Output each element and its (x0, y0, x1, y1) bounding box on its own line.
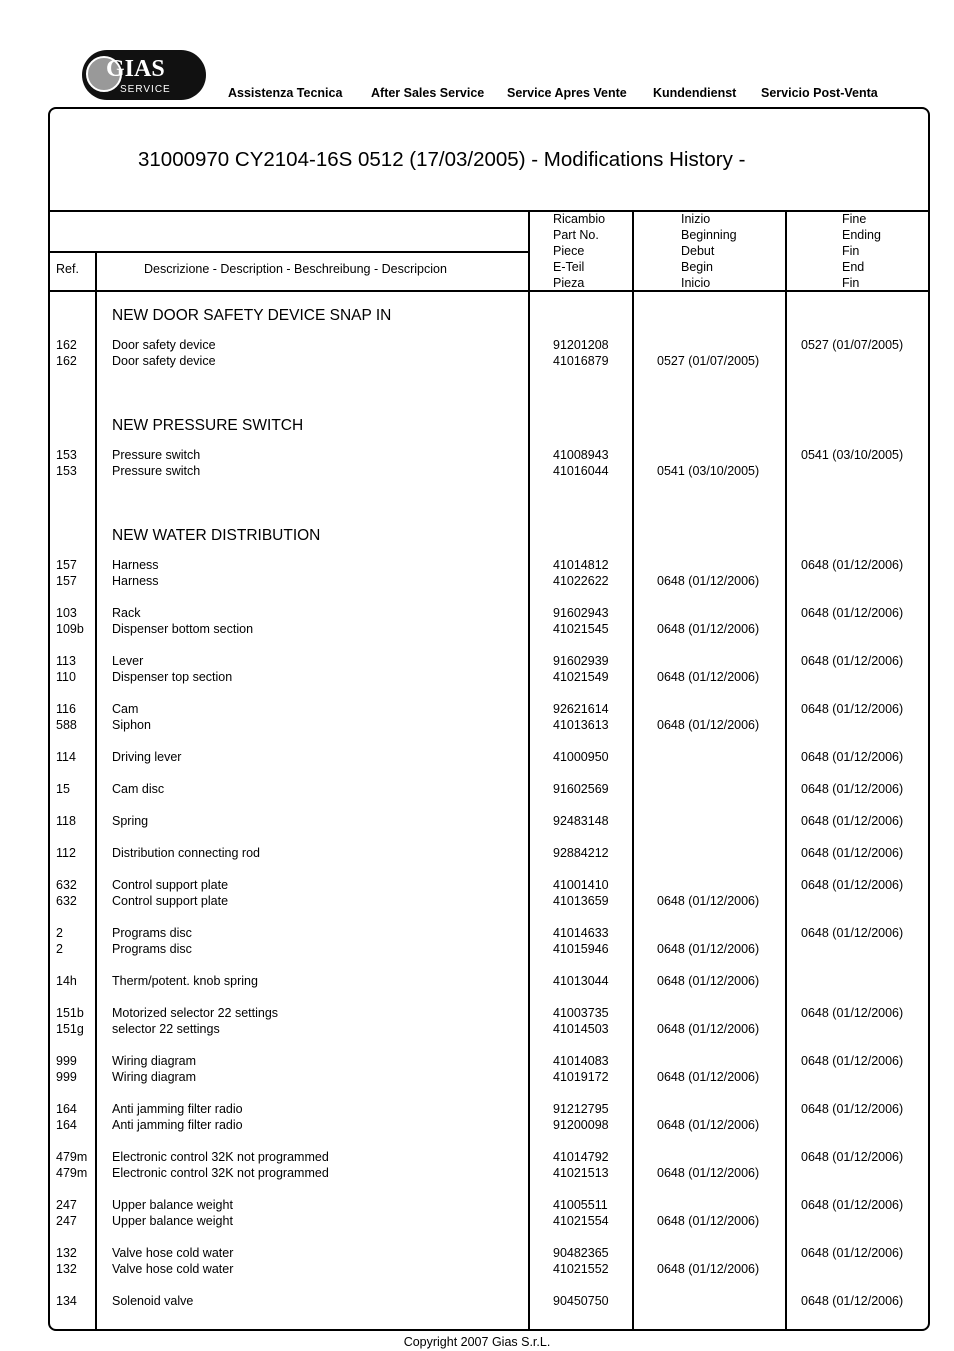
cell-ref: 247 (56, 1214, 77, 1228)
cell-end: 0648 (01/12/2006) (801, 814, 904, 828)
cell-begin: 0541 (03/10/2005) (657, 464, 760, 478)
cell-desc: Valve hose cold water (112, 1262, 234, 1276)
cell-desc: Wiring diagram (112, 1070, 197, 1084)
cell-desc: Valve hose cold water (112, 1246, 234, 1260)
cell-ref: 2 (56, 942, 63, 956)
cell-part: 92884212 (553, 846, 609, 860)
cell-part: 41014792 (553, 1150, 609, 1164)
cell-part: 41015946 (553, 942, 609, 956)
cell-part: 90482365 (553, 1246, 609, 1260)
cell-desc: Driving lever (112, 750, 182, 764)
cell-ref: 151g (56, 1022, 84, 1036)
cell-part: 91602939 (553, 654, 609, 668)
header-bottom-rule (48, 290, 930, 292)
cell-part: 41001410 (553, 878, 609, 892)
cell-part: 41014083 (553, 1054, 609, 1068)
cell-ref: 632 (56, 878, 77, 892)
cell-ref: 113 (56, 654, 76, 668)
desc-column-divider (528, 210, 530, 1330)
service-label-en: After Sales Service (371, 86, 485, 100)
cell-ref: 103 (56, 606, 77, 620)
cell-desc: Pressure switch (112, 448, 201, 462)
cell-desc: Pressure switch (112, 464, 201, 478)
cell-begin: 0648 (01/12/2006) (657, 670, 760, 684)
cell-part: 41016044 (553, 464, 609, 478)
cell-ref: 164 (56, 1102, 77, 1116)
cell-desc: Dispenser top section (112, 670, 233, 684)
cell-end: 0648 (01/12/2006) (801, 1198, 904, 1212)
logo-tag: SERVICE (120, 84, 171, 95)
cell-part: 90450750 (553, 1294, 609, 1308)
cell-begin: 0648 (01/12/2006) (657, 974, 760, 988)
cell-end: 0648 (01/12/2006) (801, 878, 904, 892)
cell-desc: Programs disc (112, 926, 192, 940)
cell-desc: Therm/potent. knob spring (112, 974, 258, 988)
header-mid-rule (48, 251, 530, 253)
cell-end: 0527 (01/07/2005) (801, 338, 904, 352)
cell-ref: 116 (56, 702, 76, 716)
cell-desc: Anti jamming filter radio (112, 1102, 243, 1116)
begin-column-divider (785, 210, 787, 1330)
cell-desc: Control support plate (112, 878, 229, 892)
service-label-it: Assistenza Tecnica (228, 86, 343, 100)
cell-part: 41014633 (553, 926, 609, 940)
cell-end: 0648 (01/12/2006) (801, 782, 904, 796)
cell-part: 41005511 (553, 1198, 608, 1212)
cell-ref: 110 (56, 670, 76, 684)
cell-ref: 151b (56, 1006, 84, 1020)
cell-ref: 118 (56, 814, 76, 828)
cell-ref: 2 (56, 926, 63, 940)
cell-part: 92621614 (553, 702, 609, 716)
header-top-rule (48, 210, 930, 212)
cell-end: 0648 (01/12/2006) (801, 926, 904, 940)
cell-desc: selector 22 settings (112, 1022, 220, 1036)
page-title: 31000970 CY2104-16S 0512 (17/03/2005) - Modifications History - (138, 148, 746, 171)
begin-header: Inizio Beginning Debut Begin Inicio (681, 212, 737, 290)
cell-desc: Door safety device (112, 354, 216, 368)
cell-desc: Motorized selector 22 settings (112, 1006, 279, 1020)
cell-desc: Distribution connecting rod (112, 846, 260, 860)
cell-desc: Electronic control 32K not programmed (112, 1166, 329, 1180)
part-header: Ricambio Part No. Piece E-Teil Pieza (553, 212, 606, 290)
cell-ref: 999 (56, 1054, 77, 1068)
cell-ref: 14h (56, 974, 77, 988)
cell-end: 0648 (01/12/2006) (801, 750, 904, 764)
cell-end: 0648 (01/12/2006) (801, 1294, 904, 1308)
cell-part: 41021552 (553, 1262, 609, 1276)
cell-ref: 479m (56, 1166, 88, 1180)
cell-desc: Solenoid valve (112, 1294, 194, 1308)
cell-part: 41003735 (553, 1006, 609, 1020)
cell-ref: 153 (56, 464, 77, 478)
cell-desc: Door safety device (112, 338, 216, 352)
cell-end: 0648 (01/12/2006) (801, 846, 904, 860)
cell-part: 41013613 (553, 718, 609, 732)
gias-logo (82, 50, 206, 100)
cell-begin: 0527 (01/07/2005) (657, 354, 760, 368)
cell-desc: Spring (112, 814, 149, 828)
cell-part: 41022622 (553, 574, 609, 588)
cell-desc: Lever (112, 654, 144, 668)
cell-begin: 0648 (01/12/2006) (657, 1214, 760, 1228)
logo-text: GIAS (106, 56, 165, 82)
cell-ref: 112 (56, 846, 76, 860)
cell-desc: Cam disc (112, 782, 165, 796)
cell-begin: 0648 (01/12/2006) (657, 1118, 760, 1132)
cell-begin: 0648 (01/12/2006) (657, 1070, 760, 1084)
cell-desc: Wiring diagram (112, 1054, 197, 1068)
section-title: NEW WATER DISTRIBUTION (112, 527, 321, 544)
cell-part: 91602943 (553, 606, 609, 620)
cell-desc: Upper balance weight (112, 1214, 233, 1228)
cell-desc: Programs disc (112, 942, 192, 956)
cell-ref: 162 (56, 338, 77, 352)
cell-part: 41014812 (553, 558, 609, 572)
cell-ref: 588 (56, 718, 77, 732)
cell-ref: 157 (56, 558, 77, 572)
part-column-divider (632, 210, 634, 1330)
cell-part: 91200098 (553, 1118, 609, 1132)
cell-part: 41021554 (553, 1214, 609, 1228)
service-label-es: Servicio Post-Venta (761, 86, 878, 100)
cell-desc: Harness (112, 574, 159, 588)
cell-begin: 0648 (01/12/2006) (657, 718, 760, 732)
cell-desc: Cam (112, 702, 139, 716)
cell-part: 91602569 (553, 782, 609, 796)
cell-ref: 157 (56, 574, 77, 588)
cell-desc: Anti jamming filter radio (112, 1118, 243, 1132)
cell-end: 0648 (01/12/2006) (801, 1102, 904, 1116)
ref-header: Ref. (56, 262, 79, 276)
section-title: NEW DOOR SAFETY DEVICE SNAP IN (112, 307, 392, 324)
cell-ref: 114 (56, 750, 76, 764)
cell-desc: Electronic control 32K not programmed (112, 1150, 329, 1164)
cell-desc: Dispenser bottom section (112, 622, 254, 636)
cell-end: 0648 (01/12/2006) (801, 606, 904, 620)
cell-desc: Rack (112, 606, 141, 620)
cell-ref: 247 (56, 1198, 77, 1212)
service-label-de: Kundendienst (653, 86, 737, 100)
cell-part: 41013044 (553, 974, 609, 988)
cell-end: 0541 (03/10/2005) (801, 448, 904, 462)
cell-begin: 0648 (01/12/2006) (657, 894, 760, 908)
cell-ref: 109b (56, 622, 84, 636)
cell-part: 41021549 (553, 670, 609, 684)
cell-part: 41016879 (553, 354, 609, 368)
cell-end: 0648 (01/12/2006) (801, 702, 904, 716)
cell-desc: Upper balance weight (112, 1198, 233, 1212)
cell-end: 0648 (01/12/2006) (801, 558, 904, 572)
cell-ref: 162 (56, 354, 77, 368)
cell-ref: 153 (56, 448, 77, 462)
copyright: Copyright 2007 Gias S.r.L. (403, 1335, 551, 1349)
cell-end: 0648 (01/12/2006) (801, 1150, 904, 1164)
cell-desc: Siphon (112, 718, 151, 732)
cell-ref: 999 (56, 1070, 77, 1084)
cell-ref: 15 (56, 782, 70, 796)
cell-ref: 164 (56, 1118, 77, 1132)
cell-ref: 134 (56, 1294, 77, 1308)
cell-part: 91201208 (553, 338, 609, 352)
cell-end: 0648 (01/12/2006) (801, 1246, 904, 1260)
cell-begin: 0648 (01/12/2006) (657, 1166, 760, 1180)
cell-end: 0648 (01/12/2006) (801, 1006, 904, 1020)
cell-part: 41014503 (553, 1022, 609, 1036)
cell-part: 41021545 (553, 622, 609, 636)
end-header: Fine Ending Fin End Fin (842, 212, 881, 290)
cell-desc: Control support plate (112, 894, 229, 908)
description-header: Descrizione - Description - Beschreibung - Descripcion (144, 262, 447, 276)
cell-begin: 0648 (01/12/2006) (657, 1262, 760, 1276)
cell-begin: 0648 (01/12/2006) (657, 1022, 760, 1036)
cell-part: 41019172 (553, 1070, 609, 1084)
service-label-fr: Service Apres Vente (507, 86, 627, 100)
cell-part: 91212795 (553, 1102, 609, 1116)
cell-desc: Harness (112, 558, 159, 572)
cell-part: 41000950 (553, 750, 609, 764)
cell-ref: 132 (56, 1246, 77, 1260)
cell-part: 41013659 (553, 894, 609, 908)
ref-column-divider (95, 251, 97, 1330)
cell-ref: 132 (56, 1262, 77, 1276)
cell-part: 41021513 (553, 1166, 609, 1180)
cell-begin: 0648 (01/12/2006) (657, 942, 760, 956)
cell-part: 41008943 (553, 448, 609, 462)
cell-end: 0648 (01/12/2006) (801, 1054, 904, 1068)
section-title: NEW PRESSURE SWITCH (112, 417, 304, 434)
cell-ref: 479m (56, 1150, 88, 1164)
cell-begin: 0648 (01/12/2006) (657, 622, 760, 636)
cell-begin: 0648 (01/12/2006) (657, 574, 760, 588)
cell-part: 92483148 (553, 814, 609, 828)
cell-end: 0648 (01/12/2006) (801, 654, 904, 668)
cell-ref: 632 (56, 894, 77, 908)
